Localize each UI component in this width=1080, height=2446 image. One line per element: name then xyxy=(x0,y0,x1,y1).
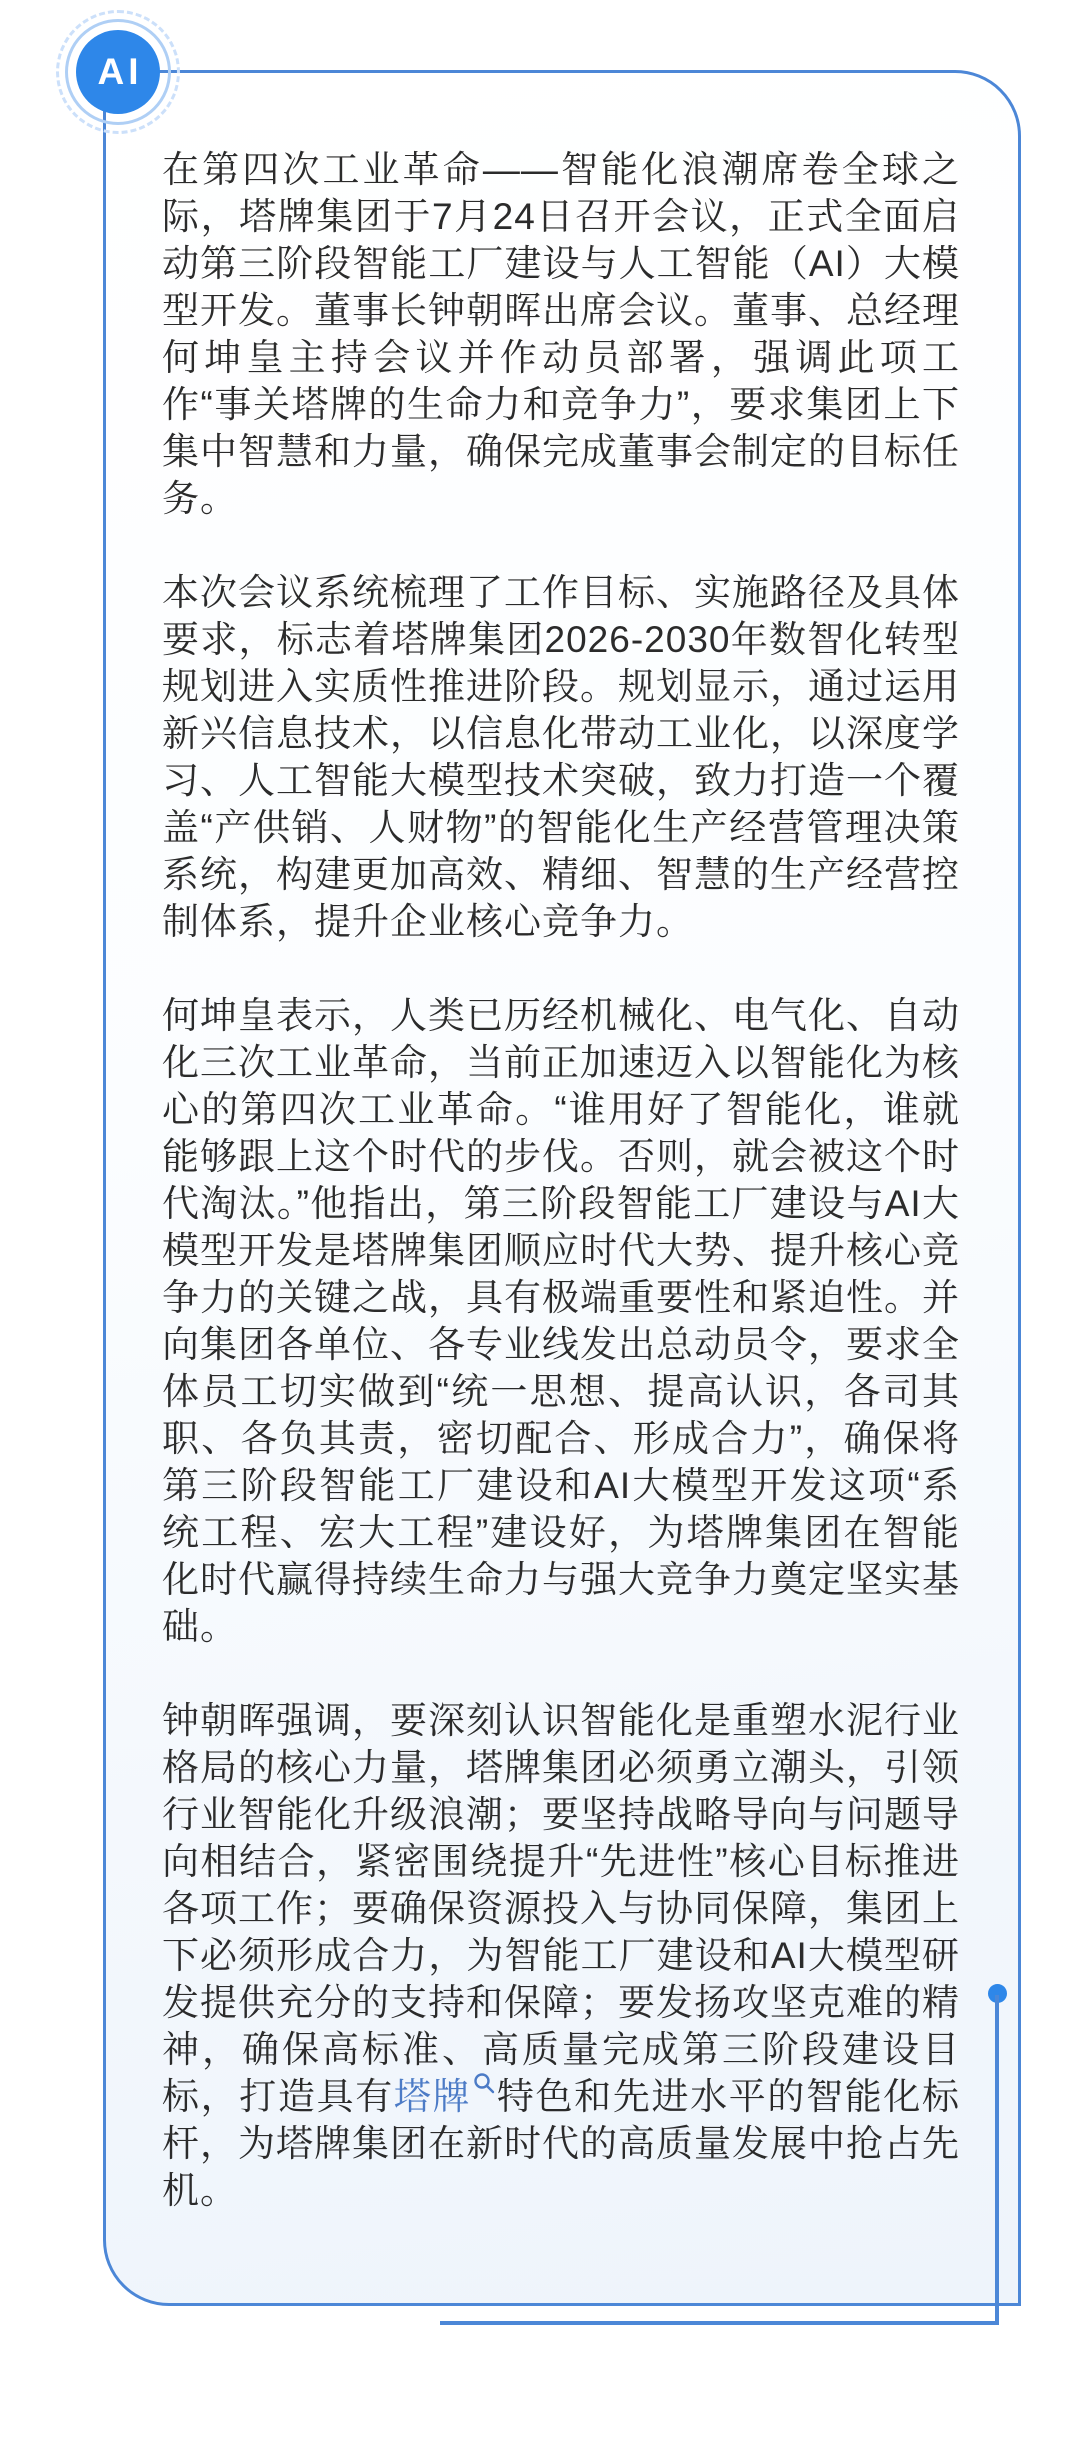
entity-search-link-tapai[interactable] xyxy=(394,2076,496,2117)
paragraph-4-text-before-link: 钟朝晖强调，要深刻认识智能化是重塑水泥行业格局的核心力量，塔牌集团必须勇立潮头，引领行业智能化升级浪潮；要坚持战略导向与问题导向相结合，紧密围绕提升“先进性”核心目标推进各项工作；要确保资源投入与协同保障，集团上下必须形成合力，为智能工厂建设和AI大模型研发提供充分的支持和保障；要发扬攻坚克难的精神，确保高标准、高质量完成第三阶段建设目标，打造具有 xyxy=(162,1700,960,2117)
message-text-block xyxy=(162,146,960,2214)
message-paragraph-4 xyxy=(162,1697,960,2214)
avatar-label: AI xyxy=(76,30,160,114)
paragraph-4-text-after-link: 特色和先进水平的智能化标杆，为塔牌集团在新时代的高质量发展中抢占先机。 xyxy=(162,2076,961,2211)
search-icon[interactable] xyxy=(472,2059,496,2083)
ai-avatar xyxy=(56,10,180,134)
decorative-horizontal-line xyxy=(440,2321,999,2325)
decorative-vertical-line xyxy=(995,1995,999,2325)
message-paragraph-1: 在第四次工业革命——智能化浪潮席卷全球之际，塔牌集团于7月24日召开会议，正式全面启动第三阶段智能工厂建设与人工智能（AI）大模型开发。董事长钟朝晖出席会议。董事、总经理何坤皇主持会议并作动员部署，强调此项工作“事关塔牌的生命力和竞争力”，要求集团上下集中智慧和力量，确保完成董事会制定的目标任务。 xyxy=(162,149,960,519)
ai-message-bubble xyxy=(103,70,1021,2306)
message-paragraph-2: 本次会议系统梳理了工作目标、实施路径及具体要求，标志着塔牌集团2026-2030年数智化转型规划进入实质性推进阶段。规划显示，通过运用新兴信息技术，以信息化带动工业化，以深度学习、人工智能大模型技术突破，致力打造一个覆盖“产供销、人财物”的智能化生产经营管理决策系统，构建更加高效、精细、智慧的生产经营控制体系，提升企业核心竞争力。 xyxy=(162,572,960,942)
message-paragraph-3: 何坤皇表示，人类已历经机械化、电气化、自动化三次工业革命，当前正加速迈入以智能化为核心的第四次工业革命。“谁用好了智能化，谁就能够跟上这个时代的步伐。否则，就会被这个时代淘汰。”他指出，第三阶段智能工厂建设与AI大模型开发是塔牌集团顺应时代大势、提升核心竞争力的关键之战，具有极端重要性和紧迫性。并向集团各单位、各专业线发出总动员令，要求全体员工切实做到“统一思想、提高认识，各司其职、各负其责，密切配合、形成合力”，确保将第三阶段智能工厂建设和AI大模型开发这项“系统工程、宏大工程”建设好，为塔牌集团在智能化时代赢得持续生命力与强大竞争力奠定坚实基础。 xyxy=(162,995,960,1647)
entity-link-label[interactable]: 塔牌 xyxy=(393,2076,472,2117)
